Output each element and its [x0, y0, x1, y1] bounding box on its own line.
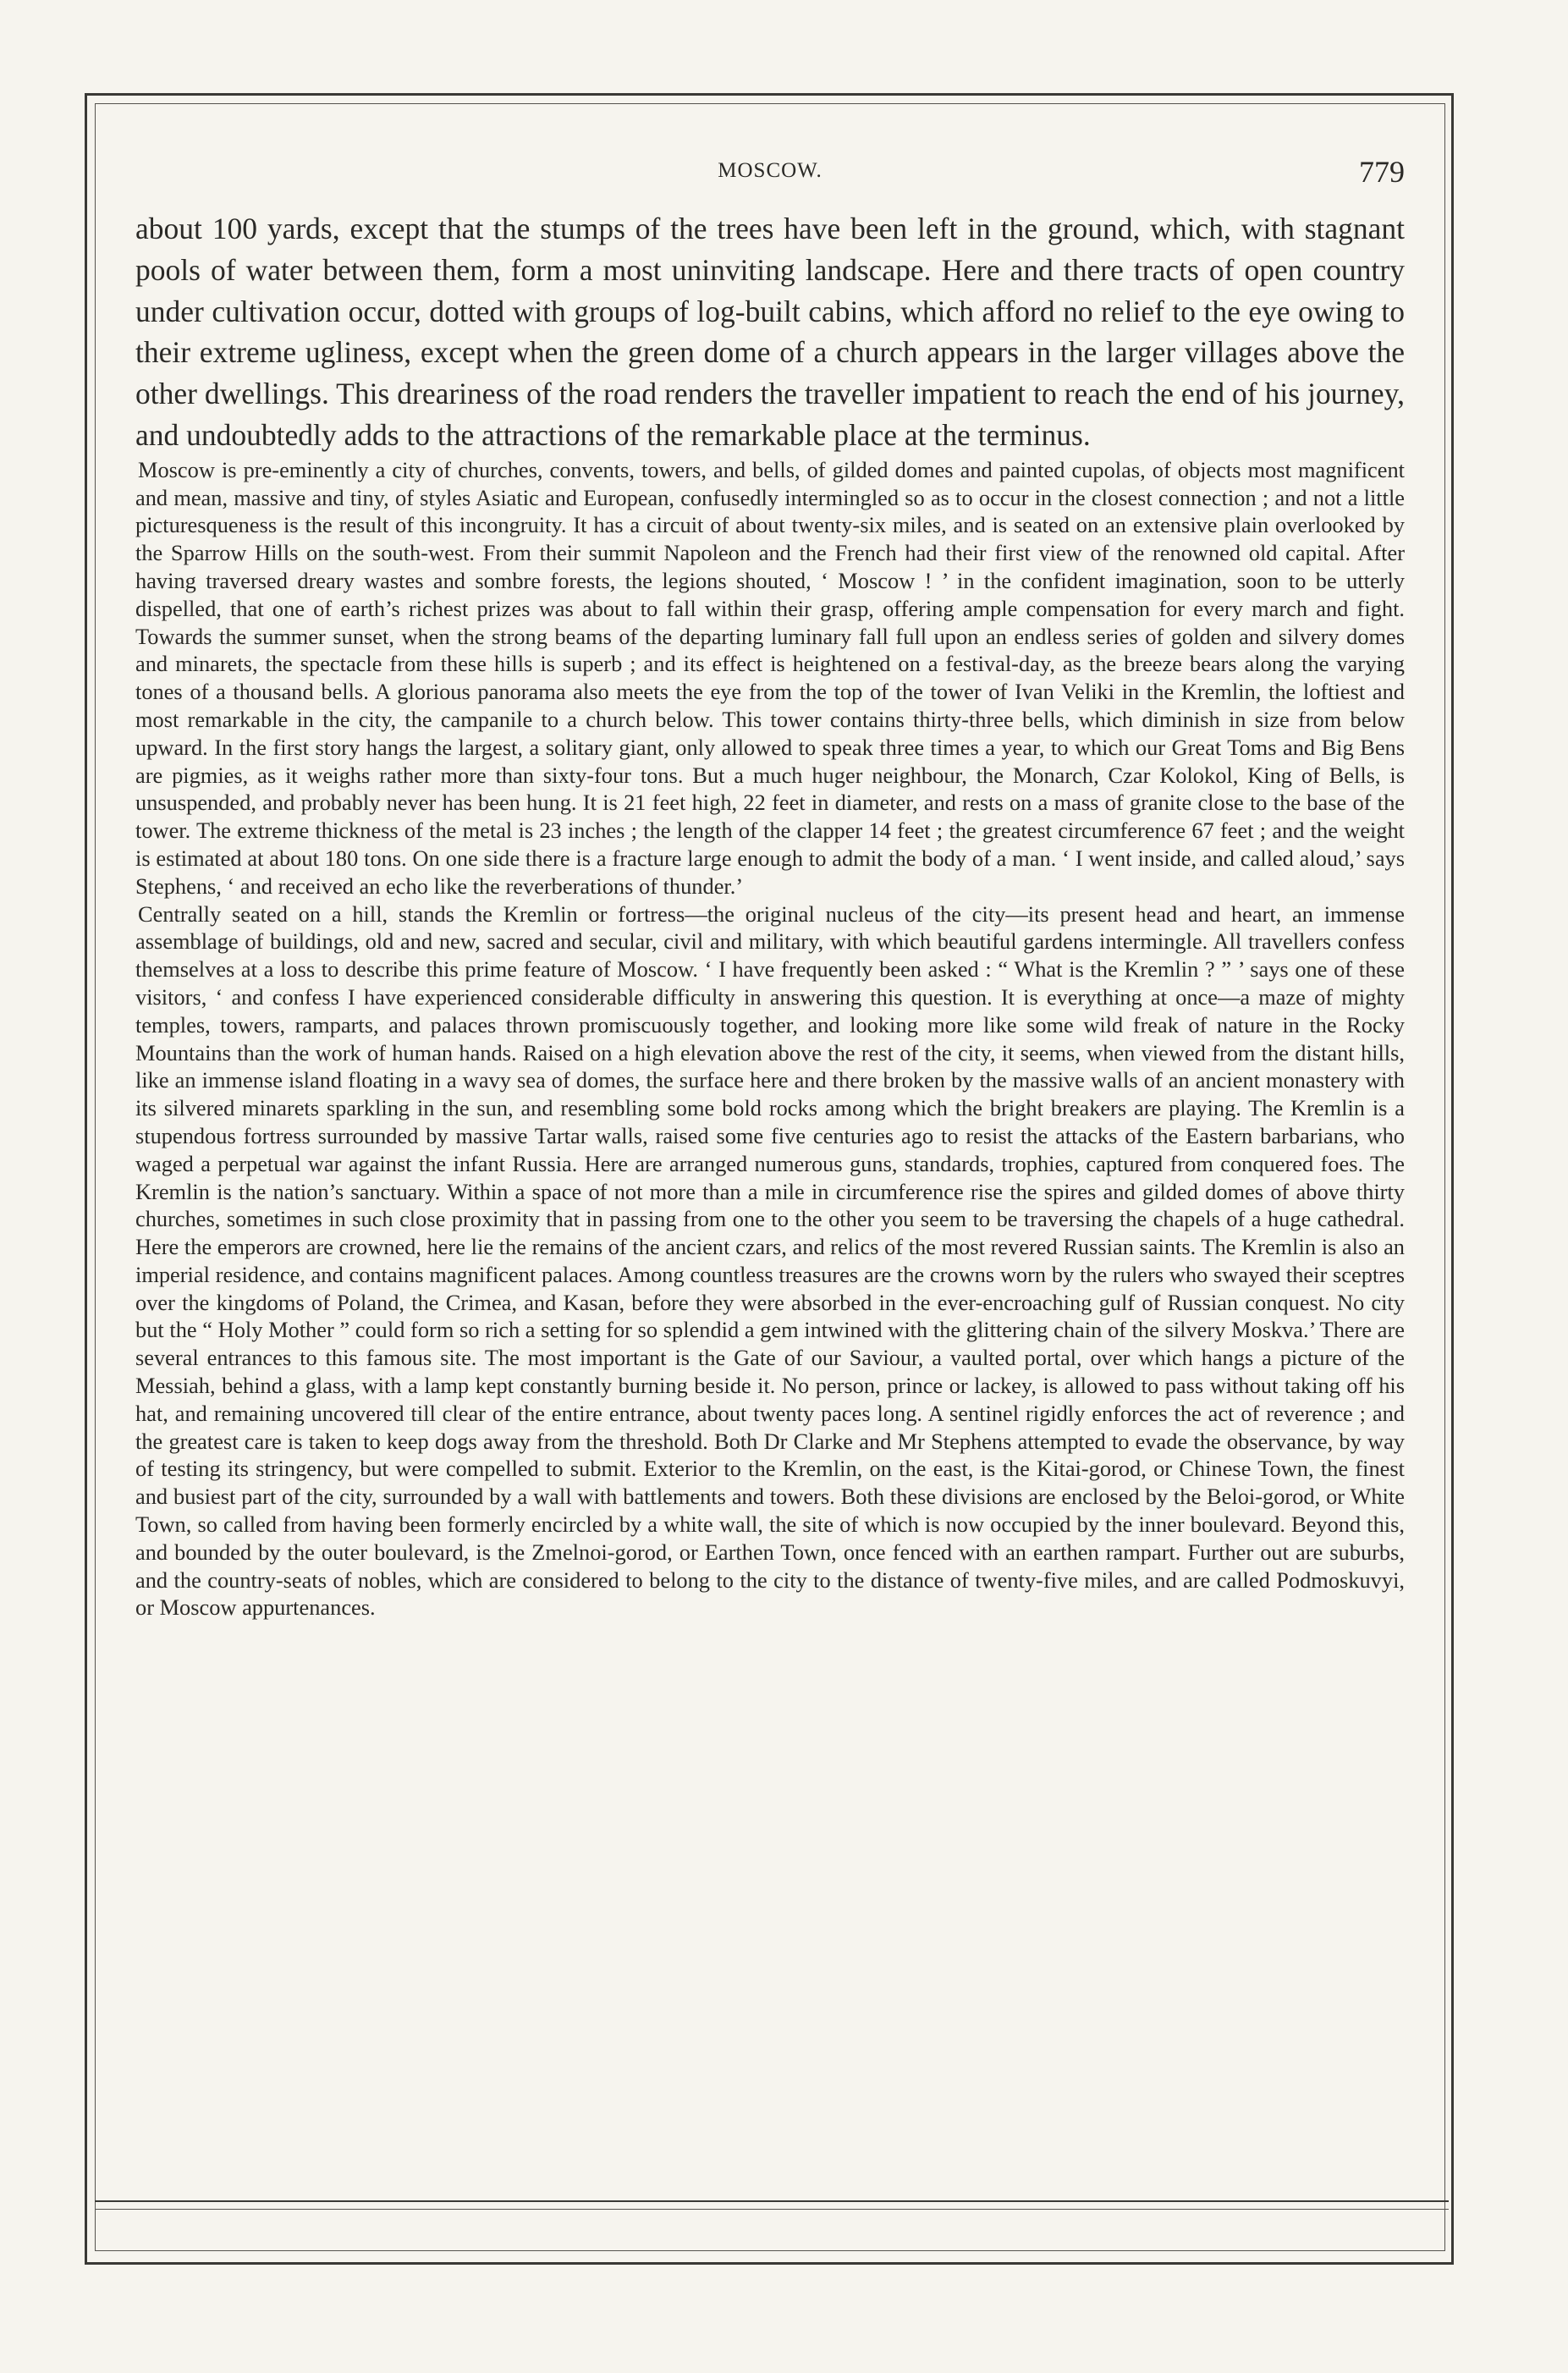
- page-header: [135, 154, 1405, 196]
- running-head: MOSCOW.: [718, 159, 823, 182]
- paragraph-moscow-churches: Moscow is pre-eminently a city of churches, convents, towers, and bells, of gilded domes and painted cupolas, of objects most magnificent and mean, massive and tiny, of styles Asiatic and European, confusedly intermingled so as to occur in the closest connection ; and not a little picturesqueness is the result of this incongruity. It has a circuit of about twenty-six miles, and is seated on an extensive plain overlooked by the Sparrow Hills on the south-west. From their summit Napoleon and the French had their first view of the renowned old capital. After having traversed dreary wastes and sombre forests, the legions shouted, ‘ Moscow ! ’ in the confident imagination, soon to be utterly dispelled, that one of earth’s richest prizes was about to fall within their grasp, offering ample compensation for every march and fight. Towards the summer sunset, when the strong beams of the departing luminary fall full upon an endless series of golden and silvery domes and minarets, the spectacle from these hills is superb ; and its effect is heightened on a festival-day, as the breeze bears along the varying tones of a thousand bells. A glorious panorama also meets the eye from the top of the tower of Ivan Veliki in the Kremlin, the loftiest and most remarkable in the city, the campanile to a church below. This tower contains thirty-three bells, which diminish in size from below upward. In the first story hangs the largest, a solitary giant, only allowed to speak three times a year, to which our Great Toms and Big Bens are pigmies, as it weighs rather more than sixty-four tons. But a much huger neighbour, the Monarch, Czar Kolokol, King of Bells, is unsuspended, and probably never has been hung. It is 21 feet high, 22 feet in diameter, and rests on a mass of granite close to the base of the tower. The extreme thickness of the metal is 23 inches ; the length of the clapper 14 feet ; the greatest circumference 67 feet ; and the weight is estimated at about 180 tons. On one side there is a fracture large enough to admit the body of a man. ‘ I went inside, and called aloud,’ says Stephens, ‘ and received an echo like the reverberations of thunder.’: [135, 456, 1405, 899]
- lead-paragraph: about 100 yards, except that the stumps of the trees have been left in the ground, which, with stagnant pools of water between them, form a most uninviting landscape. Here and there tracts of open country under cultivation occur, dotted with groups of log-built cabins, which afford no relief to the eye owing to their extreme ugliness, except when the green dome of a church appears in the larger villages above the other dwellings. This dreariness of the road renders the traveller impatient to reach the end of his journey, and undoubtedly adds to the attractions of the remarkable place at the terminus.: [135, 212, 1405, 452]
- page-number: 779: [1359, 155, 1405, 189]
- bottom-rules: [95, 2200, 1449, 2210]
- bottom-rule-thin: [95, 2209, 1449, 2210]
- page-body: [135, 208, 1405, 1621]
- bottom-rule-thick: [95, 2200, 1449, 2202]
- paragraph-kremlin: Centrally seated on a hill, stands the Kremlin or fortress—the original nucleus of the city—its present head and heart, an immense assemblage of buildings, old and new, sacred and secular, civil and military, with which beautiful gardens intermingle. All travellers confess themselves at a loss to describe this prime feature of Moscow. ‘ I have frequently been asked : “ What is the Kremlin ? ” ’ says one of these visitors, ‘ and confess I have experienced considerable difficulty in answering this question. It is everything at once—a maze of mighty temples, towers, ramparts, and palaces thrown promiscuously together, and looking more like some wild freak of nature in the Rocky Mountains than the work of human hands. Raised on a high elevation above the rest of the city, it seems, when viewed from the distant hills, like an immense island floating in a wavy sea of domes, the surface here and there broken by the massive walls of an ancient monastery with its silvered minarets sparkling in the sun, and resembling some bold rocks among which the bright breakers are playing. The Kremlin is a stupendous fortress surrounded by massive Tartar walls, raised some five centuries ago to resist the attacks of the Eastern barbarians, who waged a perpetual war against the infant Russia. Here are arranged numerous guns, standards, trophies, captured from conquered foes. The Kremlin is the nation’s sanctuary. Within a space of not more than a mile in circumference rise the spires and gilded domes of above thirty churches, sometimes in such close proximity that in passing from one to the other you seem to be traversing the chapels of a huge cathedral. Here the emperors are crowned, here lie the remains of the ancient czars, and relics of the most revered Russian saints. The Kremlin is also an imperial residence, and contains magnificent palaces. Among countless treasures are the crowns worn by the rulers who swayed their sceptres over the kingdoms of Poland, the Crimea, and Kasan, before they were absorbed in the ever-encroaching gulf of Russian conquest. No city but the “ Holy Mother ” could form so rich a setting for so splendid a gem intwined with the glittering chain of the silvery Moskva.’ There are several entrances to this famous site. The most important is the Gate of our Saviour, a vaulted portal, over which hangs a picture of the Messiah, behind a glass, with a lamp kept constantly burning beside it. No person, prince or lackey, is allowed to pass without taking off his hat, and remaining uncovered till clear of the entire entrance, about twenty paces long. A sentinel rigidly enforces the act of reverence ; and the greatest care is taken to keep dogs away from the threshold. Both Dr Clarke and Mr Stephens attempted to evade the observance, by way of testing its stringency, but were compelled to submit. Exterior to the Kremlin, on the east, is the Kitai-gorod, or Chinese Town, the finest and busiest part of the city, surrounded by a wall with battlements and towers. Both these divisions are enclosed by the Beloi-gorod, or White Town, so called from having been formerly encircled by a white wall, the site of which is now occupied by the inner boulevard. Beyond this, and bounded by the outer boulevard, is the Zmelnoi-gorod, or Earthen Town, once fenced with an earthen rampart. Further out are suburbs, and the country-seats of nobles, which are considered to belong to the city to the distance of twenty-five miles, and are called Podmoskuvyi, or Moscow appurtenances.: [135, 900, 1405, 1621]
